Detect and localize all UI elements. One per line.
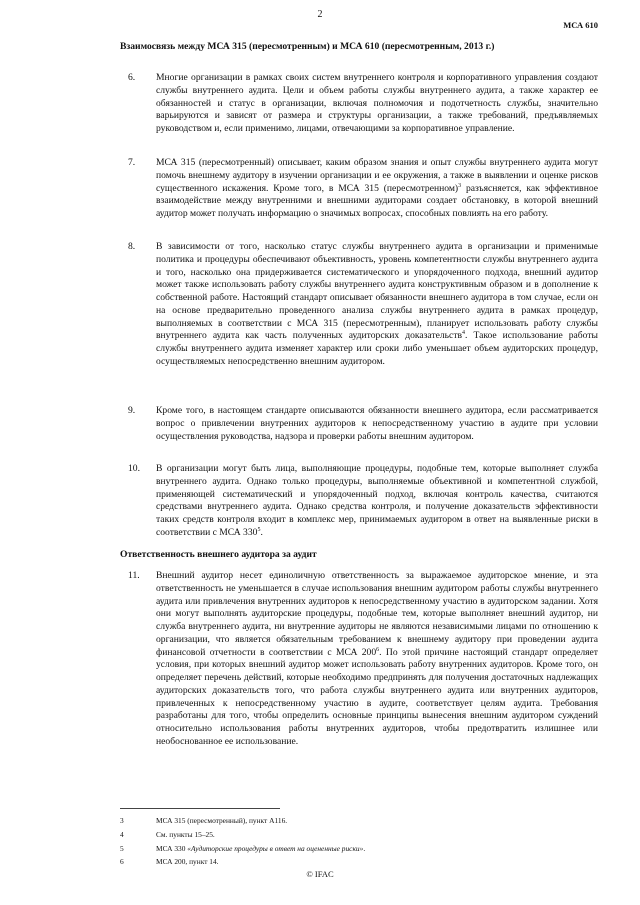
footnote-ref-5[interactable]: 5 — [257, 526, 261, 533]
section-heading-responsibility: Ответственность внешнего аудитора за аудит — [120, 549, 317, 560]
paragraph-text: Кроме того, в настоящем стандарте описываются обязанности внешнего аудитора, если рассматривается вопрос о привлечении внутренних аудиторов к непосредственному участию в аудите при условии осуществления руководства, надзора и проверки работы внешним аудитором. — [156, 405, 598, 442]
footnote-ref-4[interactable]: 4 — [462, 330, 466, 337]
footnote-text: МСА 330 «Аудиторские процедуры в ответ на оцененные риски». — [156, 844, 366, 853]
paragraph-text: В зависимости от того, насколько статус службы внутреннего аудита в организации и применимые политика и процедуры обеспечивают объективность, уровень компетентности службы внутреннего аудита и того, насколько она придерживается систематического и упорядоченного подхода, внешний аудитор может также использовать работу службы внутреннего аудита конструктивным образом и в дополнение к собственной работе. Настоящий стандарт описывает обязанности внешнего аудитора в том случае, если он на основе предварительно проведенного анализа службы внутреннего аудита в рамках процедур, выполняемых в соответствии с МСА 315 (пересмотренным), планирует использовать работу службы внутреннего аудита как часть полученных аудиторских доказательств$^4$. Такое использование работы службы внутреннего аудита изменяет характер или сроки либо уменьшает объем аудиторских процедур, осуществляемых непосредственно внешним аудитором. — [156, 241, 598, 367]
footnote-number: 3 — [120, 816, 124, 825]
footnote-divider — [120, 808, 280, 809]
footnote-text: МСА 315 (пересмотренный), пункт A116. — [156, 816, 288, 825]
footnote-number: 5 — [120, 844, 124, 853]
footnote-text: МСА 200, пункт 14. — [156, 857, 219, 866]
paragraph-number: 10. — [128, 463, 140, 474]
paragraph-number: 11. — [128, 570, 140, 581]
paragraph-text: Внешний аудитор несет единоличную ответственность за выражаемое аудиторское мнение, и эта ответственность не уменьшается в случае использования внешним аудитором работы службы внутреннего аудита или привлечения внутренних аудиторов к непосредственному участию в аудиторском задании. Хотя они могут выполнять аудиторские процедуры, подобные тем, которые выполняет внешний аудитор, ни служба внутреннего аудита, ни внутренние аудиторы не являются независимыми лицами по отношению к организации, что является обязательным требованием к внешнему аудитору при проведении аудита финансовой отчетности в соответствии с МСА $200^6$. По этой причине настоящий стандарт определяет условия, при которых внешний аудитор может использовать работу внутренних аудиторов. Кроме того, он определяет перечень действий, которые необходимо предпринять для получения достаточных надлежащих аудиторских доказательств того, что работа службы внутреннего аудита или внутренних аудиторов, привлеченных к непосредственному участию в аудите, соответствует целям аудита. Требования разработаны для того, чтобы определить основные принципы вынесения внешним аудитором суждений относительно использования работы внутренних аудиторов, чтобы предотвратить излишнее или необоснованное ее использование. — [156, 570, 598, 747]
paragraph-number: 9. — [128, 405, 136, 416]
paragraph-8 — [120, 241, 598, 369]
paragraph-number: 8. — [128, 241, 136, 252]
paragraph-11 — [120, 570, 598, 749]
paragraph-6 — [120, 72, 598, 136]
copyright-footer: © IFAC — [306, 869, 334, 879]
paragraph-text: Многие организации в рамках своих систем внутреннего контроля и корпоративного управления создают службы внутреннего аудита. Цели и объем работы службы внутреннего аудита, а также характер ее обязанностей и статус в организации, включая полномочия и подотчетность службы, значительно варьируются и зависят от размера и структуры организации, а также требований, предъявляемых руководством и, если применимо, лицами, отвечающими за корпоративное управление. — [156, 72, 598, 134]
footnote-number: 6 — [120, 857, 124, 866]
page-number: 2 — [317, 9, 323, 20]
paragraph-10 — [120, 463, 598, 540]
footnote-number: 4 — [120, 830, 124, 839]
paragraph-9 — [120, 405, 598, 443]
section-heading-relationship: Взаимосвязь между МСА 315 (пересмотренным) и МСА 610 (пересмотренным, 2013 г.) — [120, 41, 495, 52]
paragraph-7 — [120, 157, 598, 221]
footnote-ref-6[interactable]: 6 — [376, 646, 380, 653]
paragraph-text: В организации могут быть лица, выполняющие процедуры, подобные тем, которые выполняет служба внутреннего аудита. Однако только процедуры, выполняемые объективной и компетентной службой, применяющей систематический и упорядоченный подход, включая контроль качества, считаются средствами внутреннего аудита. Однако средства контроля, и получение доказательств эффективности таких средств контроля входит в комплекс мер, принимаемых аудитором в ответ на выявленные риски в соответствии с МСА $330^5$. — [156, 463, 598, 538]
paragraph-number: 6. — [128, 72, 136, 83]
paragraph-text: МСА 315 (пересмотренный) описывает, каким образом знания и опыт службы внутреннего аудита могут помочь внешнему аудитору в изучении организации и ее окружения, а также в выявлении и оценке рисков существенного искажения. Кроме того, в МСА 315 (пересмотренном)$^3$ разъясняется, как эффективное взаимодействие между внутренними и внешними аудиторами создает обстановку, в которой внешний аудитор может получать информацию о значимых вопросах, способных повлиять на его работу. — [156, 157, 598, 219]
footnote-ref-3[interactable]: 3 — [458, 182, 462, 189]
paragraph-number: 7. — [128, 157, 136, 168]
footnote-text: См. пункты 15–25. — [156, 830, 215, 839]
standard-code: МСА 610 — [563, 20, 598, 30]
